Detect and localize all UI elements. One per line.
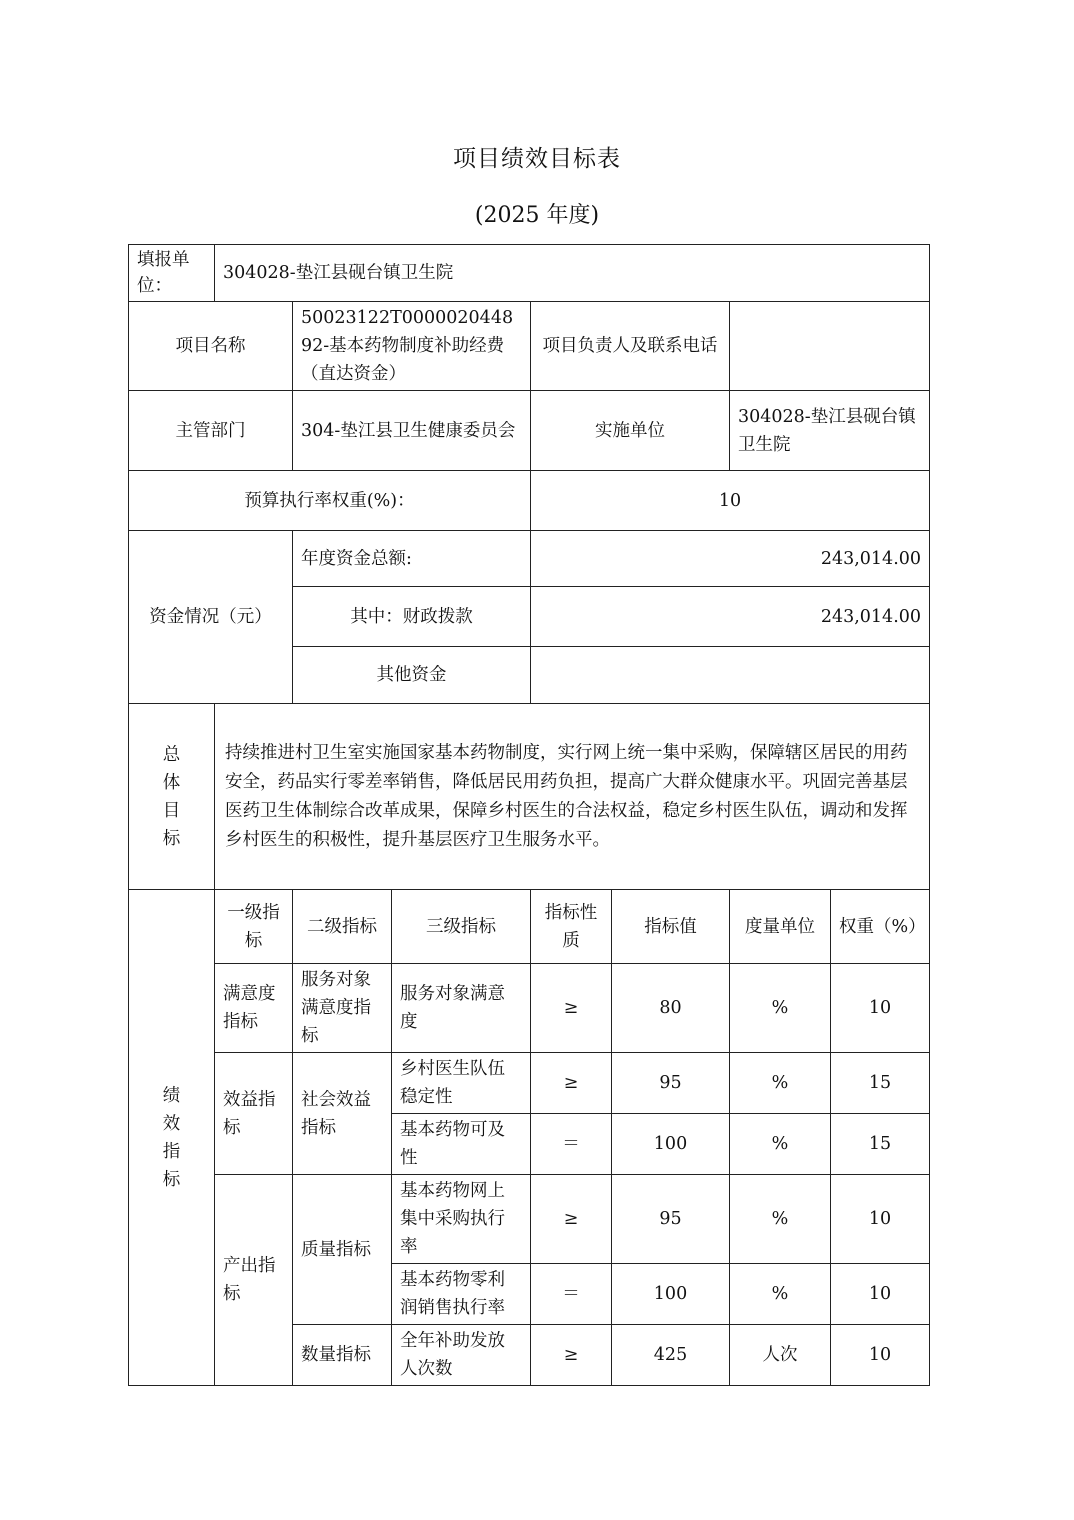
level3-cell: 服务对象满意度 <box>392 964 531 1053</box>
doc-subtitle: (2025 年度) <box>474 203 600 228</box>
header-unit: 度量单位 <box>730 890 831 964</box>
weight-cell: 10 <box>831 1325 930 1386</box>
value-cell: 425 <box>612 1325 730 1386</box>
header-level3: 三级指标 <box>392 890 531 964</box>
level1-benefit: 效益指标 <box>215 1053 293 1175</box>
nature-cell: ≥ <box>531 1175 612 1264</box>
impl-unit-value: 304028-垫江县砚台镇卫生院 <box>730 391 930 471</box>
unit-cell: % <box>730 1264 831 1325</box>
budget-weight-value: 10 <box>531 471 930 531</box>
header-weight: 权重（%） <box>831 890 930 964</box>
weight-cell: 10 <box>831 1264 930 1325</box>
weight-cell: 15 <box>831 1053 930 1114</box>
project-name-label: 项目名称 <box>129 302 293 391</box>
project-name-value: 50023122T000002044892-基本药物制度补助经费（直达资金） <box>293 302 531 391</box>
value-cell: 95 <box>612 1175 730 1264</box>
weight-cell: 10 <box>831 964 930 1053</box>
value-cell: 80 <box>612 964 730 1053</box>
overall-goal-label-text: 总体目标 <box>162 744 181 849</box>
level2-service-satisfaction: 服务对象满意度指标 <box>293 964 392 1053</box>
header-value: 指标值 <box>612 890 730 964</box>
value-cell: 95 <box>612 1053 730 1114</box>
level3-cell: 全年补助发放人次数 <box>392 1325 531 1386</box>
header-nature: 指标性质 <box>531 890 612 964</box>
value-cell: 100 <box>612 1264 730 1325</box>
perf-label-text: 绩效指标 <box>162 1085 181 1190</box>
nature-cell: ＝ <box>531 1264 612 1325</box>
level1-satisfaction: 满意度指标 <box>215 964 293 1053</box>
impl-unit-label: 实施单位 <box>531 391 730 471</box>
level1-output: 产出指标 <box>215 1175 293 1386</box>
unit-value: 304028-垫江县砚台镇卫生院 <box>215 245 930 302</box>
project-contact-label: 项目负责人及联系电话 <box>531 302 730 391</box>
overall-goal-label <box>129 704 215 890</box>
table-row <box>129 1175 930 1264</box>
funds-fiscal-label: 其中：财政拨款 <box>293 587 531 647</box>
perf-label <box>129 890 215 1386</box>
unit-cell: % <box>730 1175 831 1264</box>
unit-label: 填报单位： <box>129 245 215 302</box>
header-level2: 二级指标 <box>293 890 392 964</box>
table-row <box>129 964 930 1053</box>
funds-total-value: 243,014.00 <box>531 531 930 587</box>
weight-cell: 15 <box>831 1114 930 1175</box>
level3-cell: 基本药物可及性 <box>392 1114 531 1175</box>
nature-cell: ≥ <box>531 1053 612 1114</box>
funds-total-label: 年度资金总额: <box>293 531 531 587</box>
unit-cell: % <box>730 964 831 1053</box>
table-row <box>129 1053 930 1114</box>
weight-cell: 10 <box>831 1175 930 1264</box>
level3-cell: 基本药物网上集中采购执行率 <box>392 1175 531 1264</box>
level3-cell: 基本药物零利润销售执行率 <box>392 1264 531 1325</box>
unit-cell: 人次 <box>730 1325 831 1386</box>
unit-cell: % <box>730 1114 831 1175</box>
funds-fiscal-value: 243,014.00 <box>531 587 930 647</box>
dept-label: 主管部门 <box>129 391 293 471</box>
funds-other-label: 其他资金 <box>293 647 531 704</box>
value-cell: 100 <box>612 1114 730 1175</box>
nature-cell: ＝ <box>531 1114 612 1175</box>
doc-title: 项目绩效目标表 <box>453 146 621 172</box>
project-contact-value <box>730 302 930 391</box>
performance-target-table <box>128 244 930 1386</box>
header-level1: 一级指标 <box>215 890 293 964</box>
overall-goal-text: 持续推进村卫生室实施国家基本药物制度，实行网上统一集中采购，保障辖区居民的用药安全，药品实行零差率销售，降低居民用药负担，提高广大群众健康水平。巩固完善基层医药卫生体制综合改革成果，保障乡村医生的合法权益，稳定乡村医生队伍，调动和发挥乡村医生的积极性，提升基层医疗卫生服务水平。 <box>215 704 930 890</box>
nature-cell: ≥ <box>531 964 612 1053</box>
unit-cell: % <box>730 1053 831 1114</box>
level2-quality: 质量指标 <box>293 1175 392 1325</box>
level2-social-benefit: 社会效益指标 <box>293 1053 392 1175</box>
budget-weight-label: 预算执行率权重(%)： <box>129 471 531 531</box>
dept-value: 304-垫江县卫生健康委员会 <box>293 391 531 471</box>
level2-quantity: 数量指标 <box>293 1325 392 1386</box>
funds-label: 资金情况（元） <box>129 531 293 704</box>
funds-other-value <box>531 647 930 704</box>
level3-cell: 乡村医生队伍稳定性 <box>392 1053 531 1114</box>
nature-cell: ≥ <box>531 1325 612 1386</box>
